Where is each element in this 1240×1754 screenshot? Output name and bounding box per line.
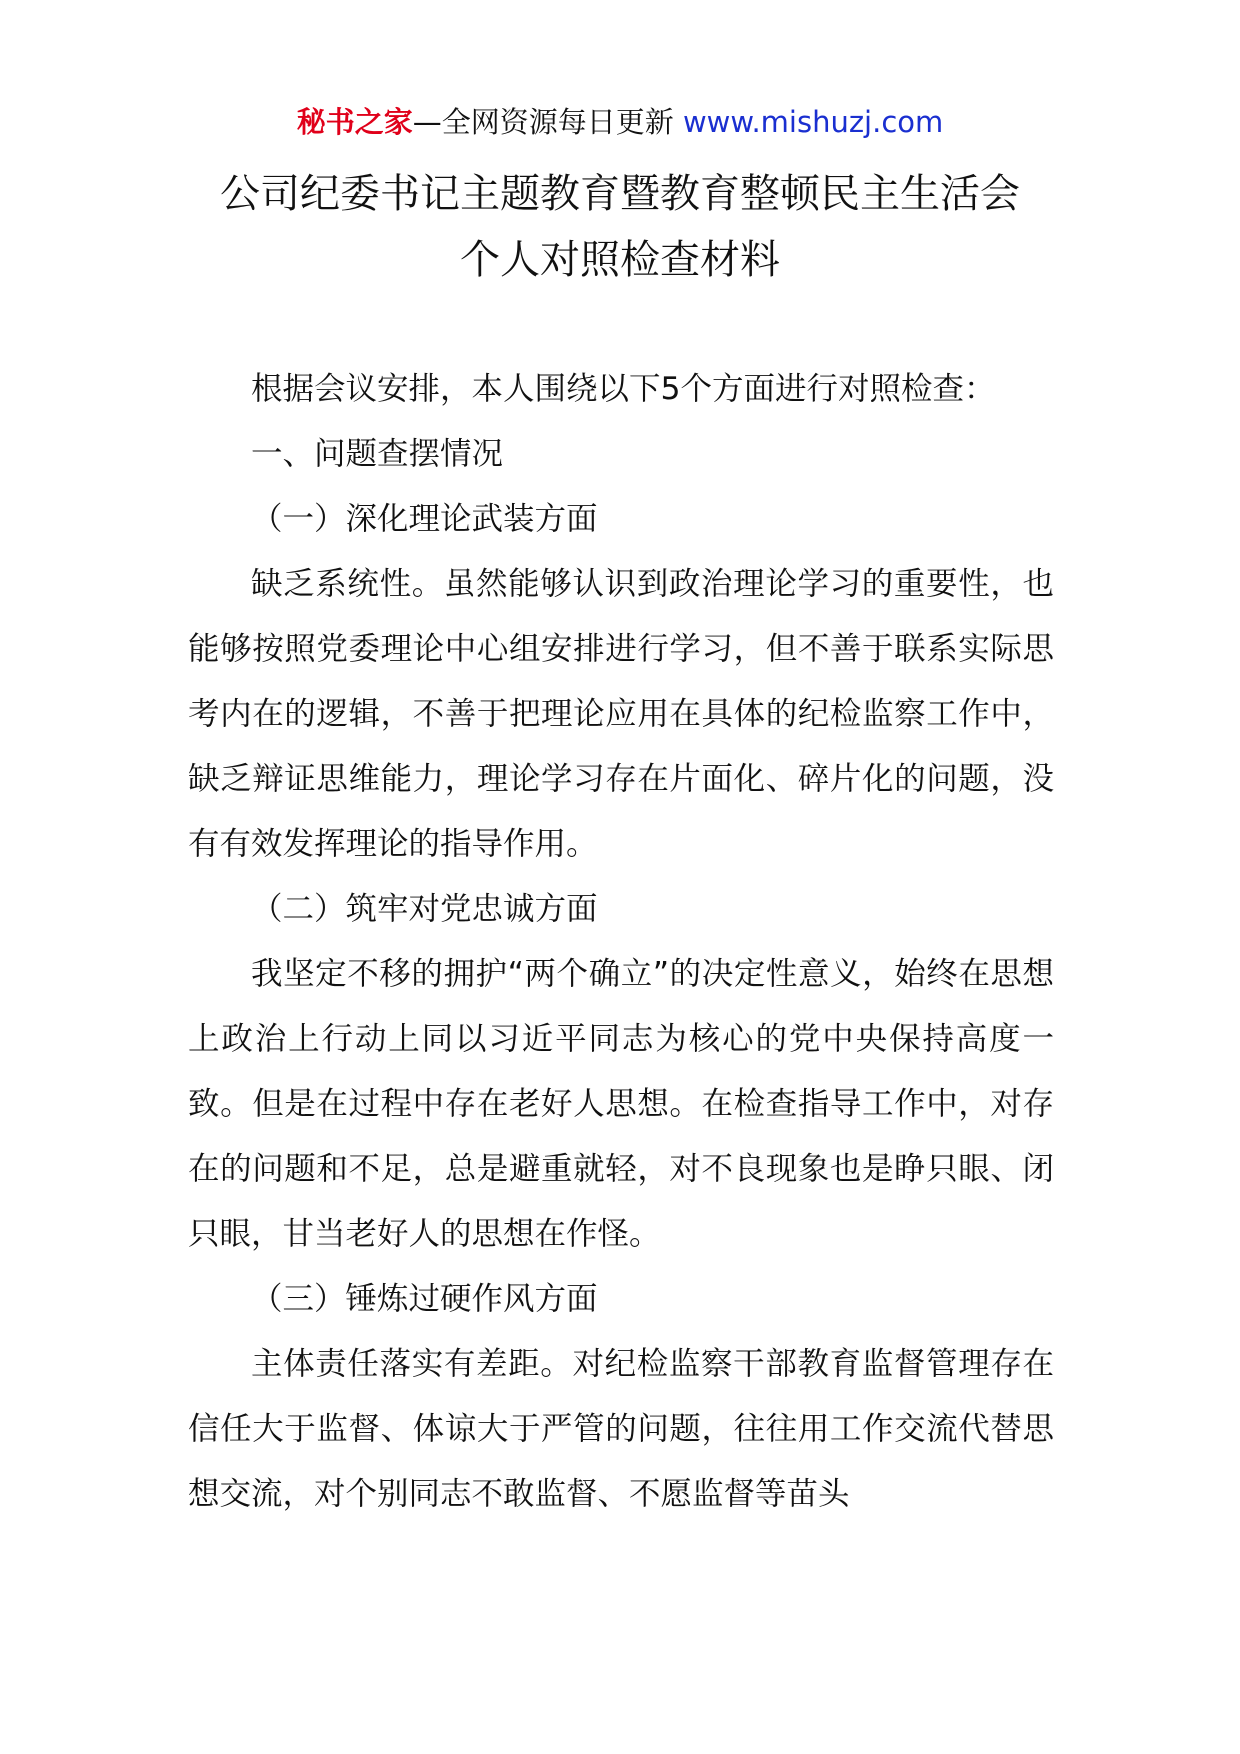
subsection-heading-1: （一）深化理论武装方面 — [251, 501, 598, 537]
document-title-line-2: 个人对照检查材料 — [460, 237, 780, 283]
section-heading-1: 一、问题查摆情况 — [251, 436, 504, 472]
banner-slogan: —全网资源每日更新 — [412, 105, 674, 139]
document-body — [188, 357, 1054, 1527]
subsection-heading-2: （二）筑牢对党忠诚方面 — [251, 891, 598, 927]
body-paragraph: 我坚定不移的拥护“两个确立”的决定性意义，始终在思想上政治上行动上同以习近平同志为核心的党中央保持高度一致。但是在过程中存在老好人思想。在检查指导工作中，对存在的问题和不足，总是避重就轻，对不良现象也是睁只眼、闭只眼，甘当老好人的思想在作怪。 — [188, 956, 1054, 1252]
banner-url: www.mishuzj.com — [682, 105, 944, 139]
intro-paragraph: 根据会议安排，本人围绕以下5个方面进行对照检查： — [251, 371, 996, 407]
document-title-line-1: 公司纪委书记主题教育暨教育整顿民主生活会 — [220, 171, 1020, 217]
banner-brand: 秘书之家 — [296, 105, 413, 139]
body-paragraph: 缺乏系统性。虽然能够认识到政治理论学习的重要性，也能够按照党委理论中心组安排进行学习，但不善于联系实际思考内在的逻辑，不善于把理论应用在具体的纪检监察工作中，缺乏辩证思维能力，理论学习存在片面化、碎片化的问题，没有有效发挥理论的指导作用。 — [188, 566, 1054, 862]
watermark-banner — [0, 102, 1240, 142]
subsection-heading-3: （三）锤炼过硬作风方面 — [251, 1281, 598, 1317]
body-paragraph: 主体责任落实有差距。对纪检监察干部教育监督管理存在信任大于监督、体谅大于严管的问题，往往用工作交流代替思想交流，对个别同志不敢监督、不愿监督等苗头 — [188, 1346, 1054, 1512]
